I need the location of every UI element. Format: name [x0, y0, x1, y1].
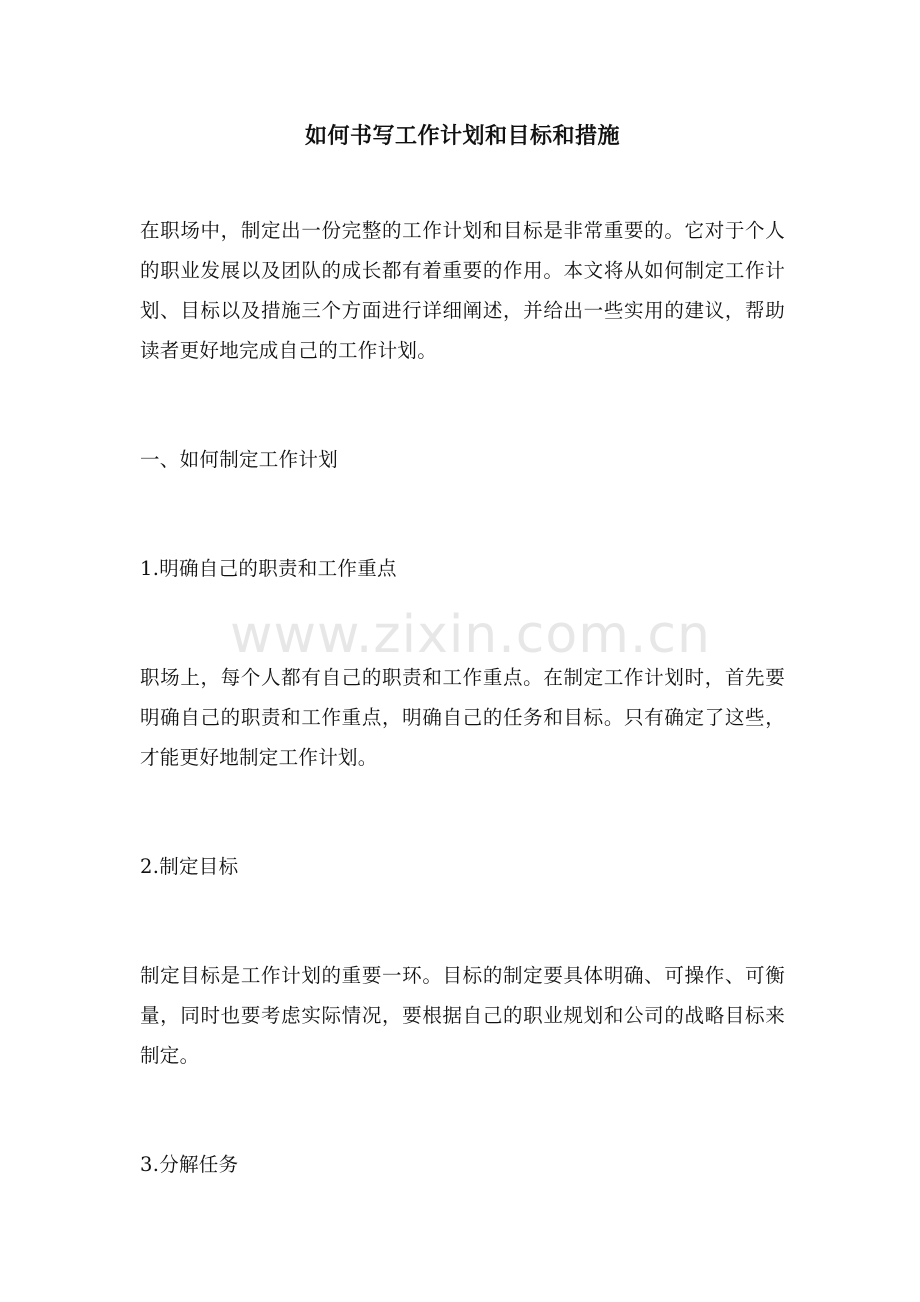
subsection-3-heading: 3.分解任务 — [140, 1153, 239, 1176]
spacer — [140, 887, 785, 956]
spacer — [140, 157, 785, 211]
section-1-heading: 一、如何制定工作计划 — [140, 448, 339, 471]
document-content — [140, 115, 785, 1185]
subsection-1-heading: 1.明确自己的职责和工作重点 — [140, 557, 397, 580]
spacer — [140, 589, 785, 658]
subsection-2-heading: 2.制定目标 — [140, 855, 239, 878]
spacer — [140, 778, 785, 847]
spacer — [140, 1076, 785, 1145]
intro-paragraph: 在职场中，制定出一份完整的工作计划和目标是非常重要的。它对于个人的职业发展以及团队的成长都有着重要的作用。本文将从如何制定工作计划、目标以及措施三个方面进行详细阐述，并给出一些实用的建议，帮助读者更好地完成自己的工作计划。 — [140, 219, 785, 362]
spacer — [140, 371, 785, 440]
subsection-1-body: 职场上，每个人都有自己的职责和工作重点。在制定工作计划时，首先要明确自己的职责和工作重点，明确自己的任务和目标。只有确定了这些，才能更好地制定工作计划。 — [140, 666, 785, 769]
document-title: 如何书写工作计划和目标和措施 — [304, 123, 620, 149]
spacer — [140, 480, 785, 549]
subsection-2-body: 制定目标是工作计划的重要一环。目标的制定要具体明确、可操作、可衡量，同时也要考虑实际情况，要根据自己的职业规划和公司的战略目标来制定。 — [140, 964, 785, 1067]
watermark-text: www.zixin.com.cn — [230, 605, 711, 665]
